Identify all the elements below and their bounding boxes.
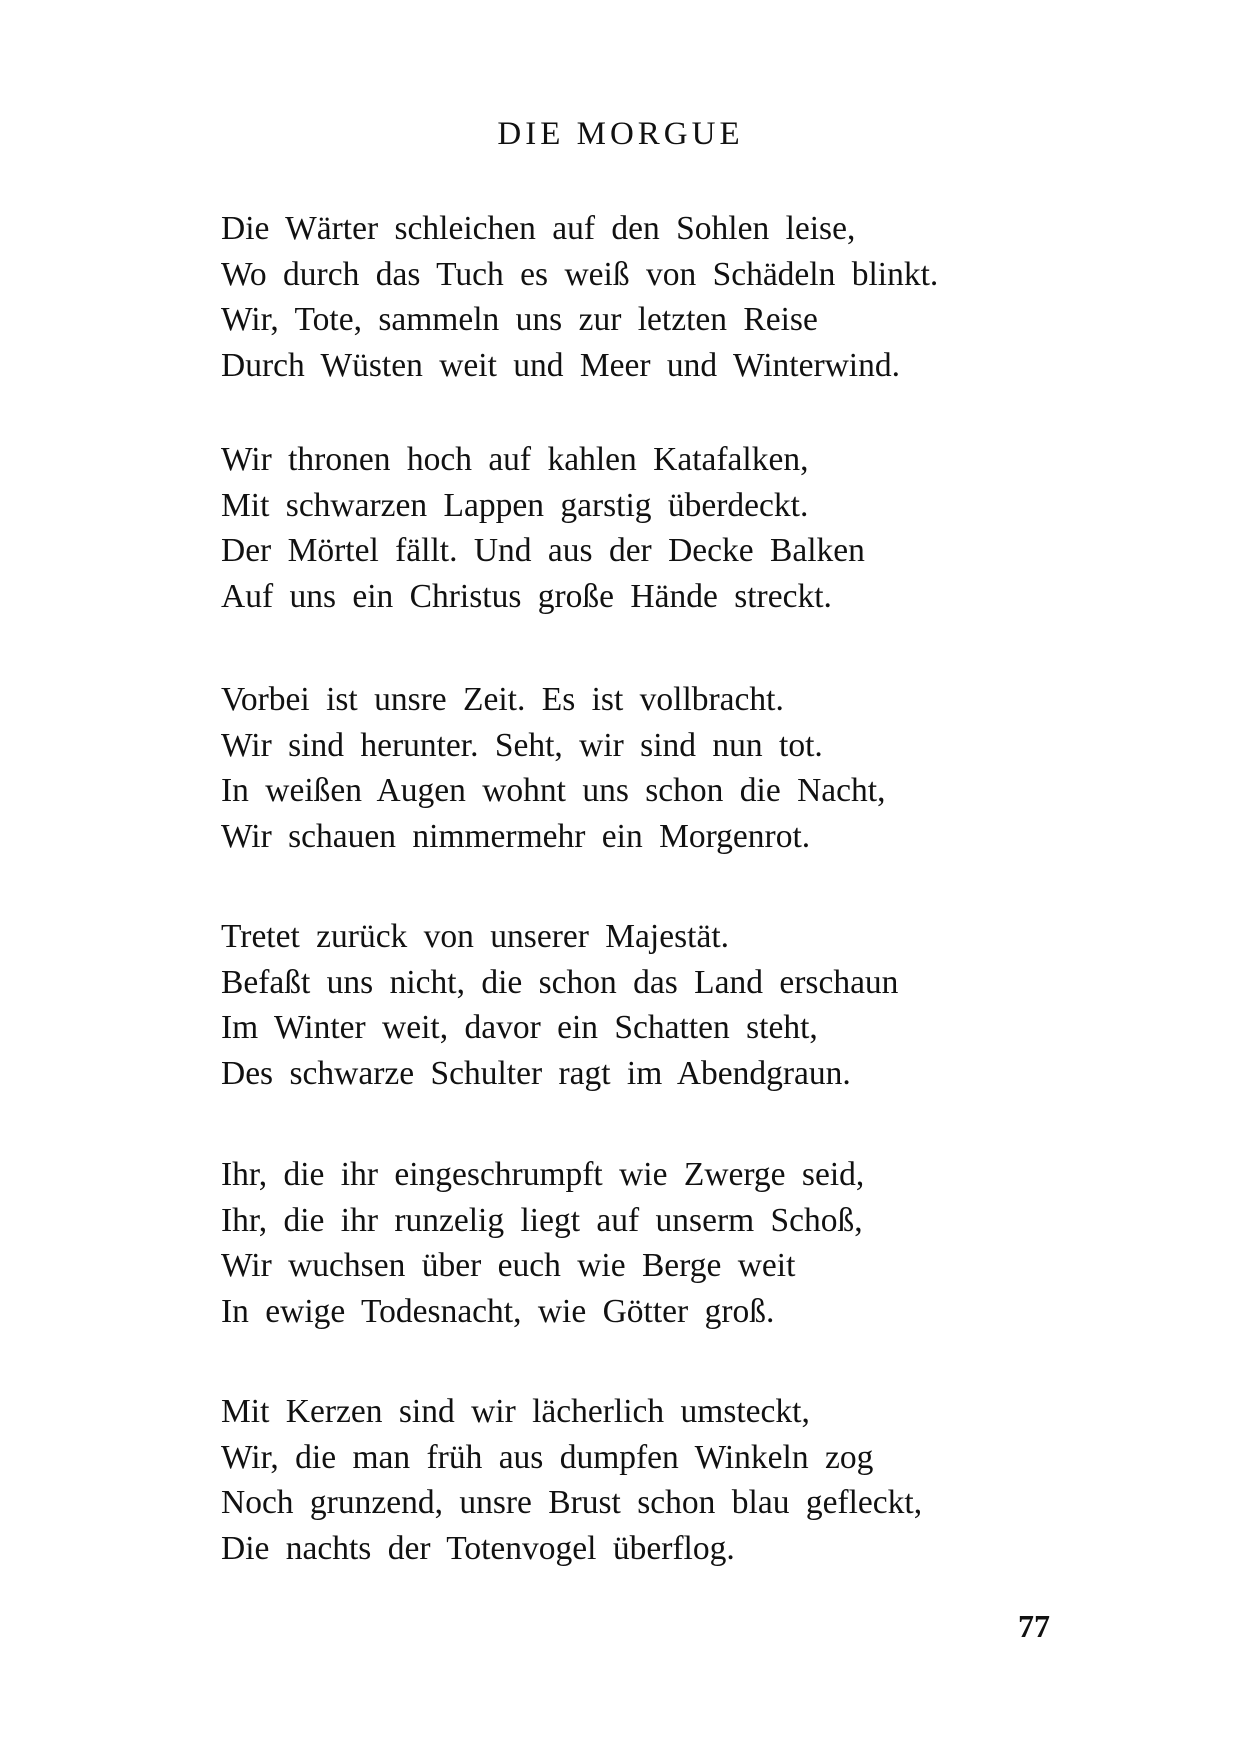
poem-line: Vorbei ist unsre Zeit. Es ist vollbracht. [221,681,784,718]
poem-line: Wir, Tote, sammeln uns zur letzten Reise [221,301,818,339]
poem-line: Wir, die man früh aus dumpfen Winkeln zog [221,1438,874,1476]
poem-line: Auf uns ein Christus große Hände streckt. [221,577,832,615]
stanza-1 [221,206,1121,388]
poem-line: Wir thronen hoch auf kahlen Katafalken, [221,441,809,478]
poem-line: Wir schauen nimmermehr ein Morgenrot. [221,817,811,855]
poem-line: In weißen Augen wohnt uns schon die Nacht, [221,772,886,810]
poem-line: Wo durch das Tuch es weiß von Schädeln blinkt. [221,255,939,293]
poem-line: Die nachts der Totenvogel überflog. [221,1529,735,1567]
poem-line: Durch Wüsten weit und Meer und Winterwind. [221,346,900,384]
poem-line: In ewige Todesnacht, wie Götter groß. [221,1292,775,1330]
stanza-4 [221,914,1121,1096]
poem-line: Ihr, die ihr runzelig liegt auf unserm Schoß, [221,1201,863,1239]
poem-line: Befaßt uns nicht, die schon das Land erschaun [221,963,899,1001]
poem-line: Wir wuchsen über euch wie Berge weit [221,1247,796,1285]
page-number: 77 [1018,1608,1050,1644]
poem-line: Im Winter weit, davor ein Schatten steht, [221,1009,818,1047]
poem-line: Mit schwarzen Lappen garstig überdeckt. [221,486,809,524]
poem-title: DIE MORGUE [497,116,744,152]
stanza-2 [221,437,1121,619]
poem-line: Noch grunzend, unsre Brust schon blau gefleckt, [221,1484,923,1522]
poem-line: Der Mörtel fällt. Und aus der Decke Balken [221,532,865,570]
stanza-3 [221,677,1121,859]
poem-line: Tretet zurück von unserer Majestät. [221,918,730,955]
poem-line: Des schwarze Schulter ragt im Abendgraun. [221,1054,851,1092]
poem-line: Wir sind herunter. Seht, wir sind nun tot. [221,726,823,764]
poem-line: Ihr, die ihr eingeschrumpft wie Zwerge seid, [221,1156,865,1193]
poem-line: Die Wärter schleichen auf den Sohlen leise, [221,210,856,247]
stanza-6 [221,1389,1121,1571]
poem-line: Mit Kerzen sind wir lächerlich umsteckt, [221,1393,810,1430]
stanza-5 [221,1152,1121,1334]
